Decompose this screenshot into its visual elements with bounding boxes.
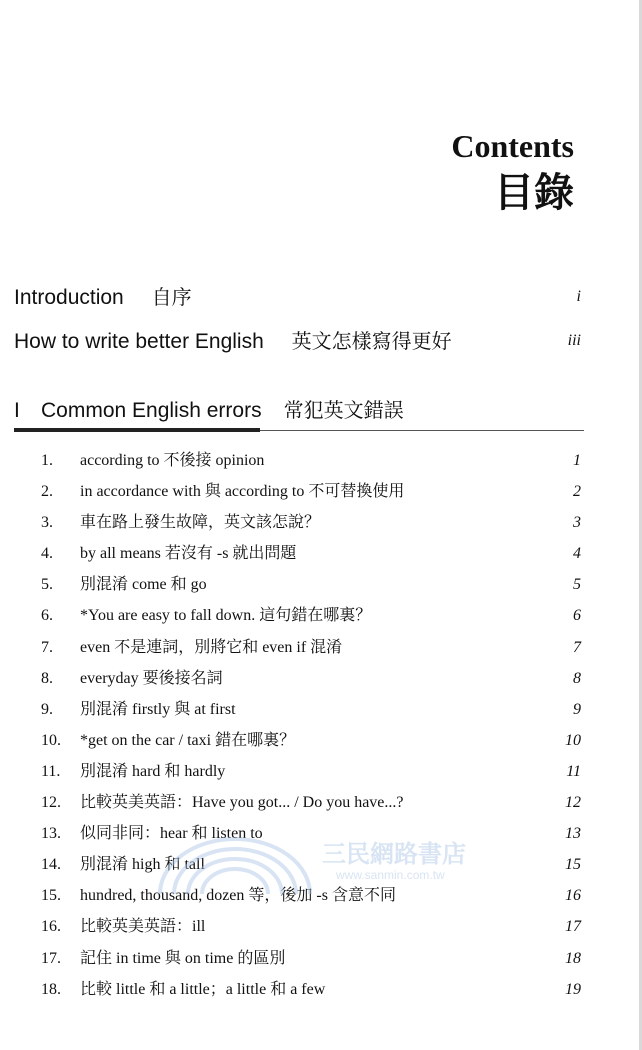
entry-title: 記住 in time 與 on time 的區別 [80,949,286,967]
entry-title: 別混淆 hard 和 hardly [80,762,226,780]
entry-title: 別混淆 high 和 tall [80,856,205,874]
entry-number: 5. [41,576,53,594]
entry-page-number: 17 [565,918,581,936]
front-matter-label: How to write better English [14,330,264,353]
watermark-name: 三民網路書店 [322,840,466,868]
front-matter-label-chinese: 英文怎樣寫得更好 [291,329,452,353]
entry-number: 6. [41,607,53,625]
section-rule-thin [260,430,584,431]
entry-number: 12. [41,794,61,812]
entry-page-number: 8 [573,669,581,687]
entry-number: 14. [41,856,61,874]
toc-entry[interactable] [0,632,642,663]
entry-title: 似同非同：hear 和 listen to [80,825,263,843]
toc-entry[interactable] [0,849,642,880]
entry-title: 比較英美英語：ill [80,918,206,936]
entry-number: 8. [41,669,53,687]
entry-page-number: 18 [565,949,581,967]
entry-number: 2. [41,483,53,501]
entry-title: hundred, thousand, dozen 等，後加 -s 含意不同 [80,887,396,905]
front-matter-page-number: iii [567,332,581,349]
entry-title: by all means 若沒有 -s 就出問題 [80,545,297,563]
entry-number: 1. [41,452,53,469]
entry-title: according to 不後接 opinion [80,452,265,469]
entry-page-number: 15 [565,856,581,874]
toc-entry[interactable] [0,911,642,942]
contents-heading: Contents [451,128,574,164]
entry-page-number: 4 [573,545,581,563]
entry-number: 11. [41,762,61,780]
toc-entry[interactable] [0,569,642,600]
entry-number: 4. [41,545,53,563]
entry-title: 車在路上發生故障，英文該怎說？ [80,514,321,532]
contents-heading-chinese: 目錄 [494,170,574,216]
section-label-chinese: 常犯英文錯誤 [283,398,404,422]
entry-page-number: 2 [573,483,581,501]
entry-number: 18. [41,980,61,998]
entry-page-number: 7 [573,638,581,656]
toc-entry[interactable] [0,694,642,725]
front-matter-label: Introduction [14,286,124,309]
entry-number: 3. [41,514,53,532]
entry-title: 別混淆 come 和 go [80,576,207,594]
toc-entry[interactable] [0,943,642,974]
toc-entry[interactable] [0,756,642,787]
toc-entry[interactable] [0,445,642,476]
toc-entry[interactable] [0,818,642,849]
entry-page-number: 6 [573,607,581,625]
entry-page-number: 9 [573,700,581,718]
entry-page-number: 3 [573,514,581,532]
section-title [14,394,404,426]
toc-entry[interactable] [0,974,642,1005]
toc-entry[interactable] [0,663,642,694]
entry-page-number: 11 [566,762,581,780]
entry-number: 13. [41,825,61,843]
toc-list [0,445,642,1005]
toc-entry[interactable] [0,725,642,756]
section-label: Common English errors [41,399,262,422]
entry-number: 10. [41,731,61,749]
toc-entry[interactable] [0,476,642,507]
toc-front-matter-introduction[interactable] [14,282,581,312]
section-numeral: I [14,399,20,422]
toc-front-matter-writing[interactable] [14,326,581,356]
toc-entry[interactable] [0,880,642,911]
entry-number: 9. [41,700,53,718]
toc-entry[interactable] [0,600,642,631]
front-matter-page-number: i [576,288,581,305]
entry-page-number: 13 [565,825,581,843]
toc-entry[interactable] [0,538,642,569]
entry-number: 15. [41,887,61,905]
entry-title: everyday 要後接名詞 [80,669,223,687]
entry-page-number: 16 [565,887,581,905]
entry-page-number: 19 [565,980,581,998]
toc-entry[interactable] [0,787,642,818]
entry-title: 比較 little 和 a little；a little 和 a few [80,980,326,998]
entry-title: even 不是連詞，別將它和 even if 混淆 [80,638,343,656]
entry-number: 16. [41,918,61,936]
entry-page-number: 10 [565,731,581,749]
entry-title: *You are easy to fall down. 這句錯在哪裏？ [80,607,372,625]
entry-page-number: 5 [573,576,581,594]
entry-title: 比較英美英語：Have you got... / Do you have...? [80,794,404,812]
watermark-url: www.sanmin.com.tw [336,868,445,882]
entry-title: in accordance with 與 according to 不可替換使用 [80,483,405,501]
entry-number: 7. [41,638,53,656]
entry-page-number: 12 [565,794,581,812]
entry-number: 17. [41,949,61,967]
toc-entry[interactable] [0,507,642,538]
front-matter-label-chinese: 自序 [151,285,192,309]
section-rule-thick [14,428,260,432]
entry-page-number: 1 [573,452,581,469]
entry-title: *get on the car / taxi 錯在哪裏？ [80,731,296,749]
entry-title: 別混淆 firstly 與 at first [80,700,236,718]
